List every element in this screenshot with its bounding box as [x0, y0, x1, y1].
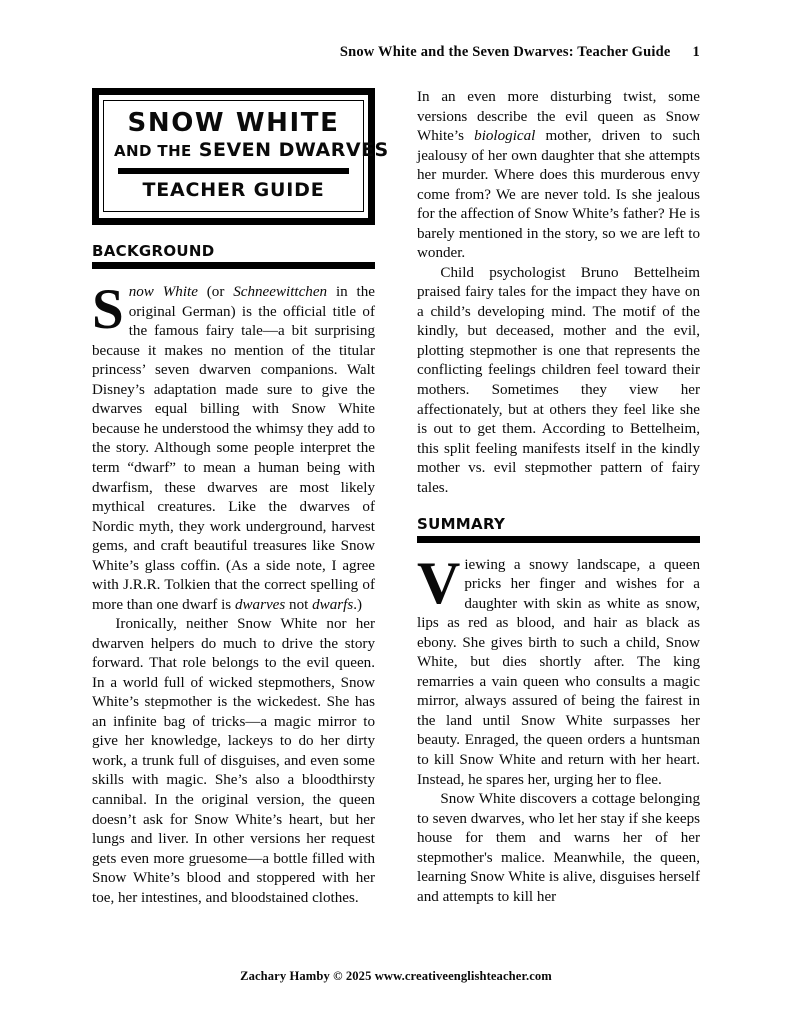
title-divider-rule	[118, 168, 349, 174]
paragraph-text: iewing a snowy landscape, a queen pricks her finger and wishes for a daughter with skin as white as snow, lips as red as blood, and hair as black as ebony. She gives birth to such a child, Snow White, but dies shortly after. The king remarries a vain queen who consults a magic mirror, always assured of being the fairest in the land until Snow White surpasses her beauty. Enraged, the queen orders a huntsman to kill Snow White and return with her heart. Instead, he spares her, urging her to flee.	[417, 556, 700, 788]
page-footer: Zachary Hamby © 2025 www.creativeenglishteacher.com	[240, 969, 552, 983]
right-column	[417, 88, 700, 907]
italic-run: biological	[474, 128, 536, 145]
page-number: 1	[692, 44, 700, 60]
running-header	[92, 44, 700, 61]
italic-run: Schneewittchen	[233, 284, 328, 301]
paragraph-text: Snow White discovers a cottage belonging to seven dwarves, who let her stay if she keeps house for them and warns her of her stepmother's malice. Meanwhile, the queen, learning Snow White is alive, disguises herself and attempts to kill her	[417, 791, 700, 905]
running-header-title: Snow White and the Seven Dwarves: Teacher Guide	[339, 44, 671, 60]
left-column	[92, 88, 389, 908]
title-line-subtitle-main: SEVEN DWARVES	[198, 138, 389, 161]
section-heading-background-bar	[92, 262, 375, 269]
paragraph-summary-2	[417, 790, 700, 907]
italic-run: now White	[128, 284, 198, 301]
title-line-subtitle	[114, 138, 389, 161]
italic-run: dwarves	[234, 596, 286, 613]
title-line-main: SNOW WHITE	[127, 108, 340, 138]
section-heading-background-label: BACKGROUND	[92, 241, 215, 260]
title-line-subtitle-prefix: AND THE	[114, 141, 192, 160]
section-heading-background	[92, 243, 375, 270]
paragraph-background-3	[417, 88, 700, 264]
paragraph-text: In an even more disturbing twist, some versions describe the evil queen as Snow White’s biological mother, driven to such jealousy of her own daughter that she attempts her murder. Where does this murderous envy come from? We are never told. Is she jealous for the affection of Snow White’s father? He is barely mentioned in the story, so we are left to wonder.	[417, 89, 700, 262]
paragraph-text: Child psychologist Bruno Bettelheim praised fairy tales for the impact they have on a child’s developing mind. The motif of the kindly, but deceased, mother and the evil, plotting stepmother is one that represents the conflicting feelings children feel toward their mothers. Sometimes they view her affectionately, but at others they feel like she is out to get them. According to Bettelheim, this split feeling manifests itself in the kindly mother vs. evil stepmother pattern of fairy tales.	[417, 264, 700, 496]
dropcap-s: S	[92, 278, 124, 342]
dropcap-v: V	[417, 549, 461, 616]
paragraph-background-4	[417, 264, 700, 498]
paragraph-summary-1	[417, 549, 700, 790]
title-box	[92, 88, 389, 225]
paragraph-text: now White (or Schneewittchen in the original German) is the official title of the famous fairy tale—a bit surprising because it makes no mention of the titular princess’ seven dwarven companions. Walt Disney’s adaptation made sure to give the dwarves equal billing with Snow White because he understood the whimsy they add to the story. Although some people interpret the term “dwarf” to mean a human being with dwarfism, these dwarves are most likely mythical creatures. Like the dwarves of Nordic myth, they work underground, harvest gems, and craft beautiful treasures like Snow White’s glass coffin. (As a side note, I agree with J.R.R. Tolkien that the correct spelling of more than one dwarf is dwarves not dwarfs.)	[92, 284, 375, 613]
paragraph-background-2	[92, 615, 375, 908]
section-heading-summary-bar	[417, 536, 700, 543]
section-heading-summary	[417, 516, 700, 543]
paragraph-text: Ironically, neither Snow White nor her dwarven helpers do much to drive the story forward. That role belongs to the evil queen. In a world full of wicked stepmothers, Snow White’s stepmother is the wickedest. She has an infinite bag of tricks—a magic mirror to give her knowledge, lackeys to do her dirty work, a trunk full of disguises, and even some skills with magic. She’s also a bloodthirsty cannibal. In the original version, the queen doesn’t ask for Snow White’s heart, but her lungs and liver. In other versions her request gets even more gruesome—a bottle filled with Snow White’s blood and stoppered with her toe, her intestines, and bloodstained clothes.	[92, 616, 375, 906]
title-box-inner	[103, 100, 389, 212]
title-line-teacher-guide: TEACHER GUIDE	[142, 178, 325, 201]
paragraph-background-1	[92, 278, 375, 615]
italic-run: dwarfs	[312, 596, 354, 613]
section-heading-summary-label: SUMMARY	[417, 515, 506, 534]
